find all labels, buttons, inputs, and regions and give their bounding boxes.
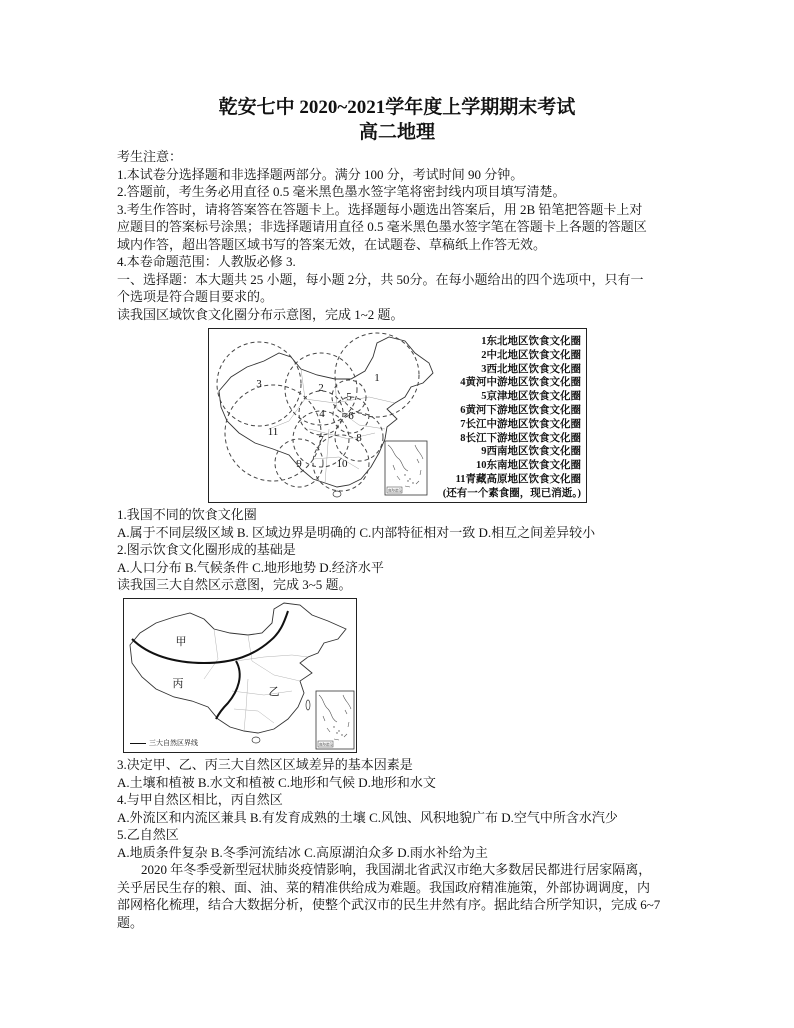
option-a: A.土壤和植被 — [117, 774, 195, 790]
region-label-bing: 丙 — [172, 678, 184, 690]
natural-regions-map-svg — [124, 599, 356, 752]
option-a: A.人口分布 — [117, 559, 182, 575]
option-b: B.有发育成熟的土壤 — [249, 809, 366, 825]
notice-line: 4.本卷命题范围：人教版必修 3. — [117, 254, 296, 269]
inset-label: 南海诸岛 — [319, 742, 333, 747]
notice-line: 2.答题前，考生务必用直径 0.5 毫米黑色墨水签字笔将密封线内项目填写清楚。 — [117, 184, 566, 199]
hainan-island — [333, 491, 341, 497]
legend-item: 9西南地区饮食文化圈 — [481, 446, 581, 458]
circle-label-9: 9 — [296, 458, 302, 470]
section-instruction: 个选项是符合题目要求的。 — [117, 289, 274, 304]
option-d: D.地形和水文 — [358, 774, 436, 790]
boundary-line-swatch — [130, 743, 146, 744]
natural-regions-map — [123, 598, 357, 753]
question-1-stem: 1.我国不同的饮食文化圈 — [117, 507, 257, 522]
legend-item: 5京津地区饮食文化圈 — [481, 391, 581, 403]
option-c: C.地形地势 — [252, 559, 316, 575]
legend-item: 7长江中游地区饮食文化圈 — [460, 418, 581, 430]
legend-item: 6黄河下游地区饮食文化圈 — [460, 404, 581, 416]
option-d: D.经济水平 — [319, 559, 384, 575]
notice-line: 1.本试卷分选择题和非选择题两部分。满分 100 分，考试时间 90 分钟。 — [117, 166, 524, 182]
exam-subject: 高二地理 — [358, 122, 435, 143]
food-culture-map — [208, 328, 587, 503]
option-a: A.地质条件复杂 — [117, 844, 208, 860]
question-2-options — [117, 559, 689, 577]
option-a: A.外流区和内流区兼具 — [117, 809, 247, 825]
question-5-stem: 5.乙自然区 — [117, 827, 179, 842]
option-a: A.属于不同层级区域 — [117, 524, 234, 540]
legend-item: 10东南地区饮食文化圈 — [476, 460, 581, 472]
questions-3-5-block — [117, 756, 689, 931]
hainan-island — [252, 737, 260, 743]
question-3-stem: 3.决定甲、乙、丙三大自然区区域差异的基本因素是 — [117, 757, 413, 772]
legend-item: 8长江下游地区饮食文化圈 — [460, 432, 581, 444]
inset-label: 南海诸岛 — [388, 488, 402, 493]
circle-label-3: 3 — [256, 378, 262, 390]
passage-line: 2020 年冬季受新型冠状肺炎疫情影响，我国湖北省武汉市绝大多数居民都进行居家隔离， — [141, 862, 652, 877]
legend-item: 1东北地区饮食文化圈 — [481, 336, 581, 347]
question-5-options — [117, 844, 689, 862]
legend-item: 3西北地区饮食文化圈 — [481, 363, 581, 375]
region-label-yi: 乙 — [268, 686, 280, 698]
legend-item: 2中北地区饮食文化圈 — [481, 349, 581, 361]
taiwan-island — [306, 700, 310, 710]
south-china-sea-inset — [316, 691, 354, 749]
circle-label-6: 6 — [348, 410, 354, 422]
passage-line: 关乎居民生存的粮、面、油、菜的精准供给成为难题。我国政府精准施策，外部协调调度，内 — [117, 879, 651, 895]
section-instruction: 一、选择题：本大题共 25 小题，每小题 2分，共 50分。在每小题给出的四个选项中，只有一 — [117, 271, 644, 287]
option-b: B. 区域边界是明确的 — [236, 524, 357, 540]
food-culture-legend — [415, 335, 581, 501]
legend-item: 11青藏高原地区饮食文化圈 — [455, 473, 581, 485]
exam-title: 乾安七中 2020~2021学年度上学期期末考试 — [218, 97, 576, 118]
figure1-prompt: 读我国区域饮食文化圈分布示意图，完成 1~2 题。 — [117, 306, 404, 322]
circle-label-8: 8 — [356, 432, 362, 444]
questions-1-2-block — [117, 506, 689, 594]
option-c: C.高原湖泊众多 — [304, 844, 394, 860]
circle-label-2: 2 — [318, 382, 324, 394]
circle-label-5: 5 — [346, 391, 352, 403]
legend-note: (还有一个素食圈，现已消逝。) — [442, 487, 581, 499]
notice-heading: 考生注意： — [117, 149, 183, 164]
notice-block — [117, 148, 689, 323]
option-d: D.空气中所含水汽少 — [501, 809, 618, 825]
passage-line: 部网格化梳理，结合大数据分析，使整个武汉市的民生井然有序。据此结合所学知识，完成 6~7 — [117, 897, 661, 912]
legend-item: 4黄河中游地区饮食文化圈 — [460, 377, 581, 389]
circle-label-7: 7 — [318, 434, 324, 446]
region-label-jia: 甲 — [175, 636, 187, 648]
circle-label-1: 1 — [374, 372, 380, 384]
option-b: B.冬季河流结冰 — [210, 844, 301, 860]
option-d: D.雨水补给为主 — [397, 844, 488, 860]
option-c: C.内部特征相对一致 — [359, 524, 476, 540]
legend-text: 三大自然区界线 — [149, 739, 198, 747]
option-c: C.地形和气候 — [278, 774, 355, 790]
option-d: D.相互之间差异较小 — [478, 524, 596, 540]
question-4-stem: 4.与甲自然区相比，丙自然区 — [117, 792, 283, 807]
circle-label-11: 11 — [267, 426, 279, 438]
question-2-stem: 2.图示饮食文化圈形成的基础是 — [117, 542, 296, 557]
option-b: B.气候条件 — [184, 559, 249, 575]
passage-line: 题。 — [117, 914, 144, 930]
notice-line: 3.考生作答时，请将答案答在答题卡上。选择题每小题选出答案后，用 2B 铅笔把答题卡上对 — [117, 201, 643, 217]
circle-label-10: 10 — [336, 458, 348, 470]
circle-label-4: 4 — [319, 408, 325, 420]
option-c: C.风蚀、风积地貌广布 — [369, 809, 498, 825]
question-1-options — [117, 524, 689, 542]
option-b: B.水文和植被 — [197, 774, 275, 790]
question-4-options — [117, 809, 689, 827]
figure2-prompt: 读我国三大自然区示意图，完成 3~5 题。 — [117, 577, 352, 592]
natural-regions-legend — [130, 738, 198, 748]
notice-line: 域内作答，超出答题区域书写的答案无效，在试题卷、草稿纸上作答无效。 — [117, 236, 547, 252]
notice-line: 应题目的答案标号涂黑；非选择题请用直径 0.5 毫米黑色墨水签字笔在答题卡上各题的答题区 — [117, 219, 647, 234]
question-3-options — [117, 774, 689, 792]
